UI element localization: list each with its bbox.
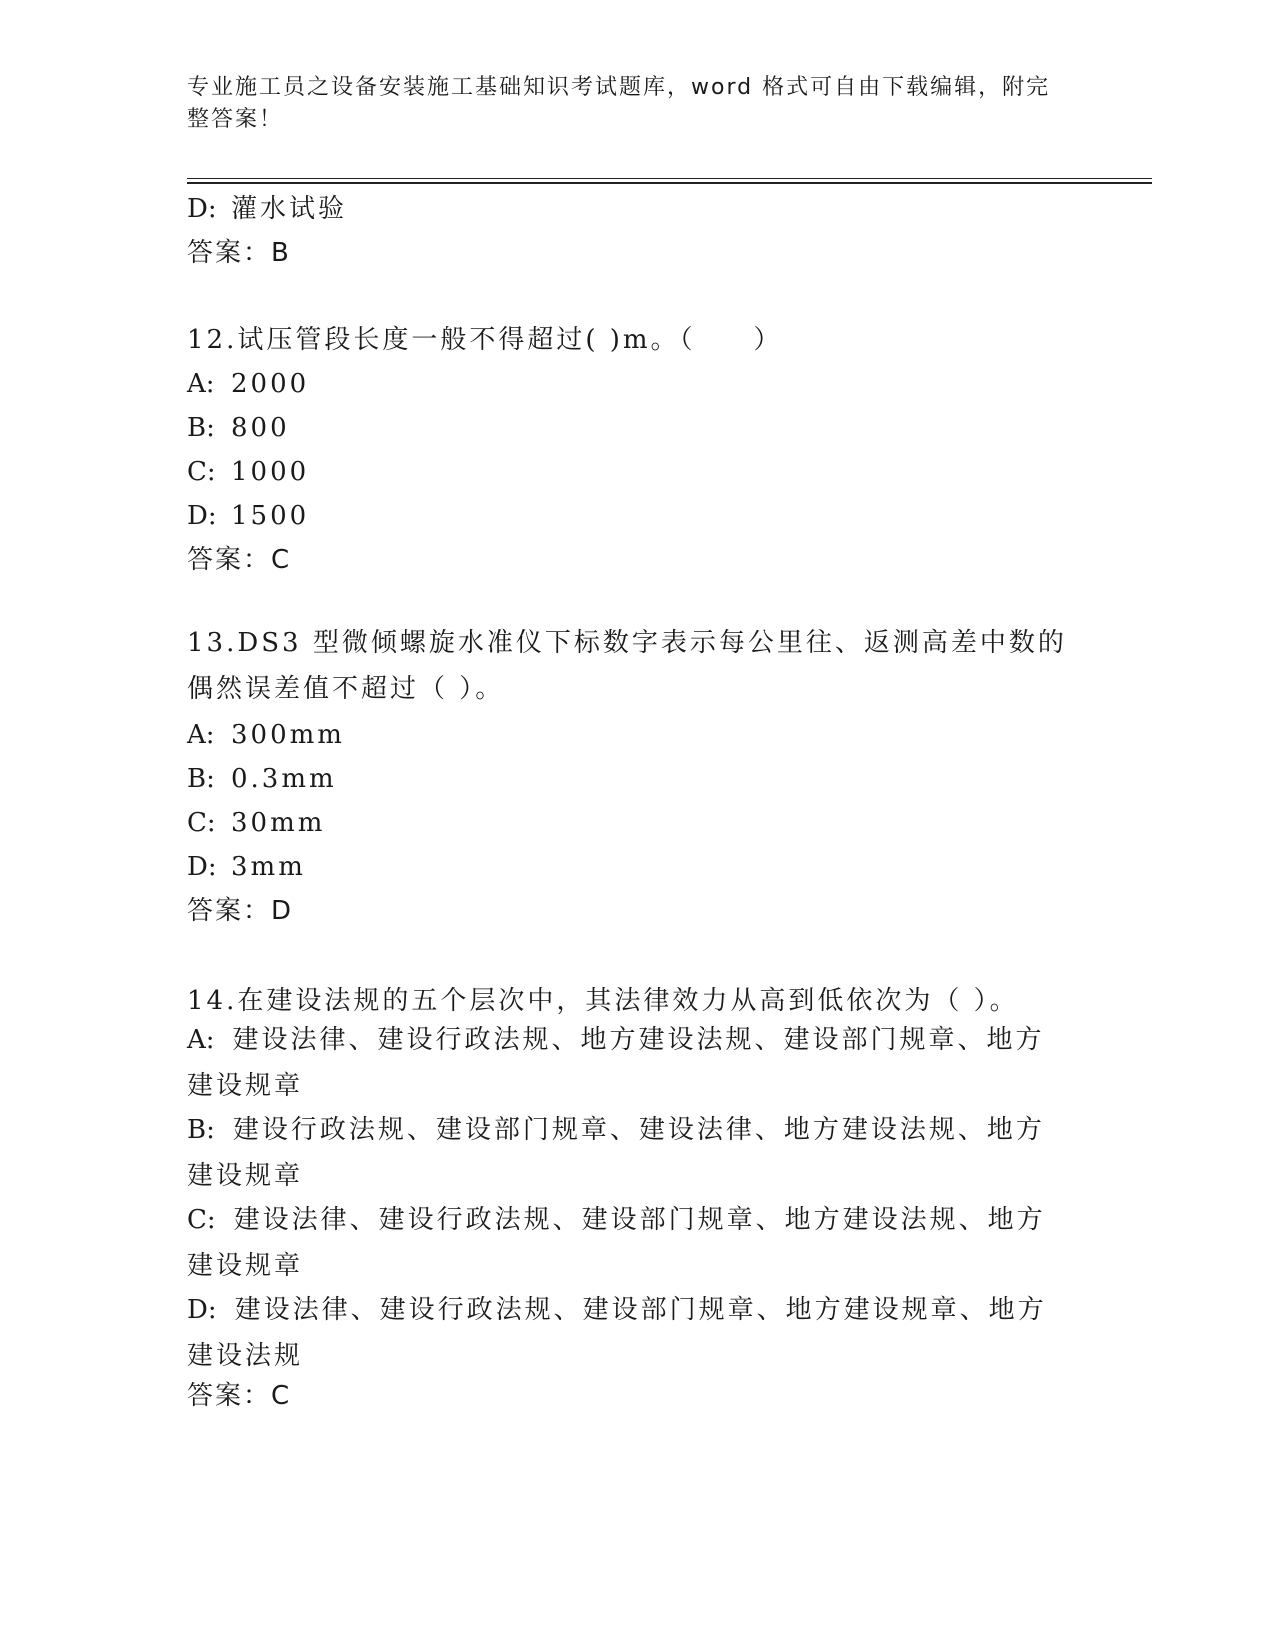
q12-option-b [187,412,290,444]
option-text: 3mm [231,852,306,882]
q12-stem: 12.试压管段长度一般不得超过( )m。（ ） [187,325,783,355]
option-label: B: [187,764,215,794]
q13-option-a [187,719,345,751]
option-label: A: [187,369,215,399]
document-header: 专业施工员之设备安装施工基础知识考试题库，word 格式可自由下载编辑，附完整答案！ [187,75,1051,132]
q14-option-d [187,1287,1067,1379]
q13-option-c [187,807,325,839]
q14-option-b [187,1107,1067,1199]
option-label: A: [187,1025,215,1055]
option-label: D: [187,501,217,531]
option-text: 1000 [231,457,310,487]
option-text: 灌水试验 [231,194,348,224]
option-text: 800 [231,413,290,443]
option-text: 建设法律、建设行政法规、地方建设法规、建设部门规章、地方建设规章 [187,1025,1045,1101]
option-text: 建设法律、建设行政法规、建设部门规章、地方建设规章、地方建设法规 [187,1295,1047,1371]
option-text: 建设法律、建设行政法规、建设部门规章、地方建设法规、地方建设规章 [187,1205,1046,1281]
option-label: C: [187,457,216,487]
header-divider-bottom [187,182,1152,184]
q12-option-a [187,368,309,400]
option-text: 30mm [231,808,326,838]
q13-option-d [187,851,306,883]
q14-option-c [187,1197,1067,1289]
q11-option-d [187,193,347,225]
option-text: 0.3mm [231,764,337,794]
q14-stem: 14.在建设法规的五个层次中，其法律效力从高到低依次为（ ）。 [187,986,1019,1016]
option-label: D: [187,194,217,224]
header-divider-top [187,178,1152,179]
q14-answer: 答案：C [187,1381,292,1411]
option-label: C: [187,808,216,838]
q13-stem: 13.DS3 型微倾螺旋水准仪下标数字表示每公里往、返测高差中数的偶然误差值不超过（ ）。 [187,628,1067,704]
q14-option-a [187,1017,1067,1109]
q11-answer: 答案：B [187,238,291,268]
q12-option-d [187,500,309,532]
option-text: 1500 [231,501,310,531]
option-label: B: [187,413,215,443]
option-text: 300mm [231,720,345,750]
option-label: D: [187,852,217,882]
q12-answer: 答案：C [187,545,292,575]
option-label: B: [187,1115,215,1145]
q13-option-b [187,763,337,795]
option-label: A: [187,720,215,750]
option-text: 建设行政法规、建设部门规章、建设法律、地方建设法规、地方建设规章 [187,1115,1045,1191]
option-text: 2000 [231,369,310,399]
option-label: D: [187,1295,217,1325]
option-label: C: [187,1205,216,1235]
q12-option-c [187,456,309,488]
q13-answer: 答案：D [187,896,294,926]
